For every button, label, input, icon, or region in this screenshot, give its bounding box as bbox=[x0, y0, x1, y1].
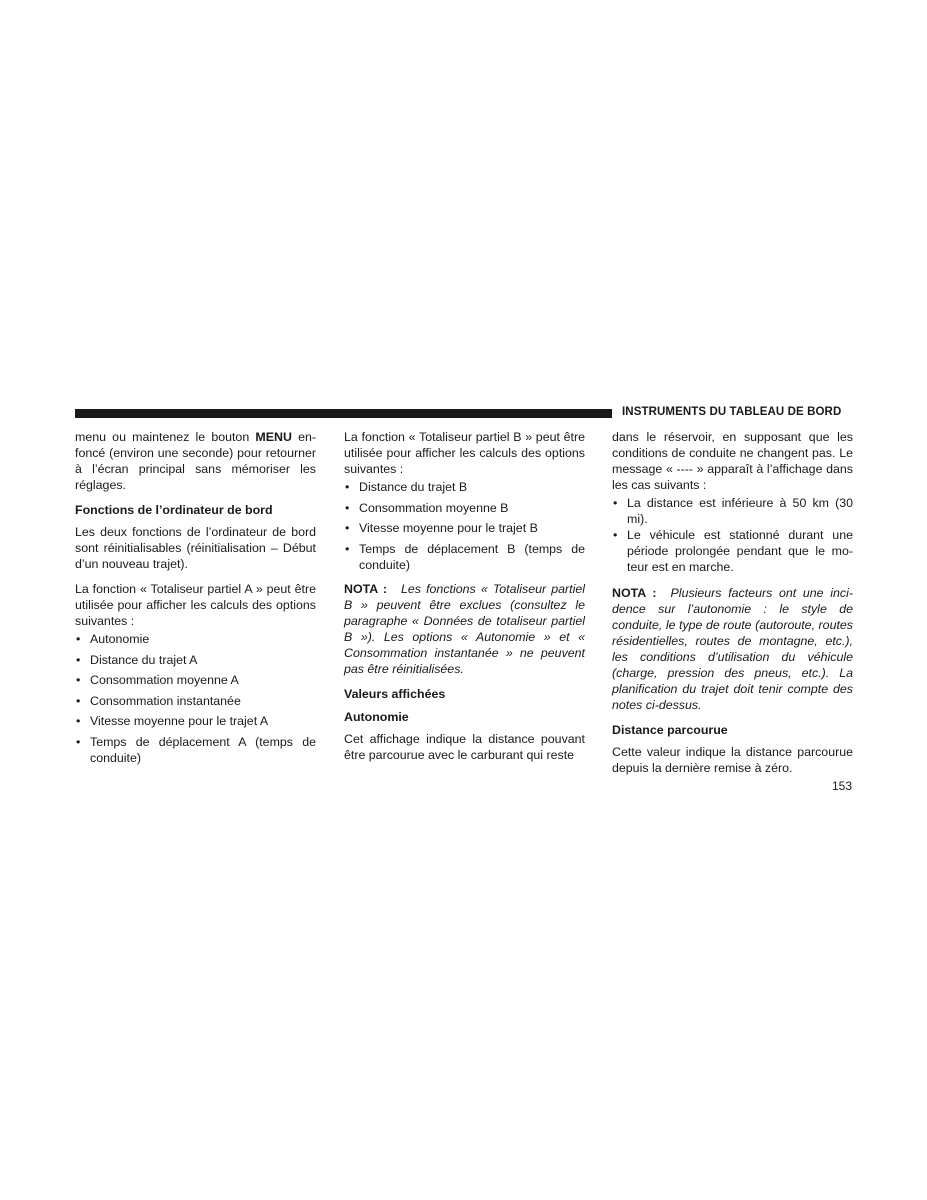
list-item: • Consommation moyenne B bbox=[344, 500, 585, 516]
paragraph: dans le réservoir, en supposant que les conditions de conduite ne changent pas. Le message « ---- » apparaît à l’affichage dans les cas suivants : bbox=[612, 430, 853, 492]
column-1 bbox=[75, 429, 316, 774]
list-item: • Consommation moyenne A bbox=[75, 672, 316, 688]
paragraph: Les deux fonctions de l’ordinateur de bord sont réinitialisables (réinitialisation – Début d’un nouveau trajet). bbox=[75, 525, 316, 571]
option-list-a bbox=[75, 631, 316, 766]
list-item: • Vitesse moyenne pour le trajet A bbox=[75, 713, 316, 729]
note-label: NOTA : bbox=[612, 586, 657, 600]
paragraph: La fonction « Totaliseur partiel B » peut être utilisée pour afficher les calculs des options suivantes : bbox=[344, 430, 585, 476]
column-3 bbox=[612, 429, 853, 785]
list-item: • Le véhicule est stationné durant une période prolongée pendant que le moteur est en marche. bbox=[612, 527, 853, 575]
page-number: 153 bbox=[831, 779, 852, 793]
section-heading: Distance parcourue bbox=[612, 723, 728, 737]
note-paragraph: NOTA : Plusieurs facteurs ont une incidence sur l’autonomie : le style de conduite, le type de route (autoroute, routes résidentielles, routes de montagne, etc.), les conditions d’utilisation du véhicule (charge, pression des pneus, etc.). La planification du trajet doit tenir compte des notes ci-dessus. bbox=[612, 586, 853, 712]
list-item: • Consommation instantanée bbox=[75, 693, 316, 709]
column-2 bbox=[344, 429, 585, 772]
condition-list bbox=[612, 495, 853, 575]
paragraph: Cet affichage indique la distance pouvant être parcourue avec le carburant qui reste bbox=[344, 731, 585, 762]
section-heading: Fonctions de l’ordinateur de bord bbox=[75, 503, 273, 517]
list-item: • Vitesse moyenne pour le trajet B bbox=[344, 520, 585, 536]
list-item: • Temps de déplacement A (temps de conduite) bbox=[75, 734, 316, 766]
list-item: • Temps de déplacement B (temps de conduite) bbox=[344, 541, 585, 573]
paragraph: La fonction « Totaliseur partiel A » peut être utilisée pour afficher les calculs des options suivantes : bbox=[75, 582, 316, 628]
section-title: INSTRUMENTS DU TABLEAU DE BORD bbox=[622, 406, 842, 418]
note-label: NOTA : bbox=[344, 581, 387, 596]
option-list-b bbox=[344, 479, 585, 573]
section-heading: Autonomie bbox=[344, 709, 409, 724]
list-item: • Distance du trajet A bbox=[75, 652, 316, 668]
list-item: • Distance du trajet B bbox=[344, 479, 585, 495]
list-item: • Autonomie bbox=[75, 631, 316, 647]
intro-paragraph: menu ou maintenez le bouton MENU enfoncé (environ une seconde) pour retourner à l’écran principal sans mémoriser les réglages. bbox=[75, 430, 316, 492]
list-item: • La distance est inférieure à 50 km (30 mi). bbox=[612, 495, 853, 527]
menu-button-name: MENU bbox=[255, 430, 292, 444]
header-bar bbox=[75, 409, 612, 418]
paragraph: Cette valeur indique la distance parcourue depuis la dernière remise à zéro. bbox=[612, 745, 853, 775]
section-heading: Valeurs affichées bbox=[344, 686, 446, 701]
note-paragraph: NOTA : Les fonctions « Totaliseur partiel B » peuvent être exclues (consultez le paragraphe « Données de totaliseur partiel B »). Les options « Autonomie » et « Consommation instantanée » ne peuvent pas être réinitialisées. bbox=[344, 581, 585, 676]
